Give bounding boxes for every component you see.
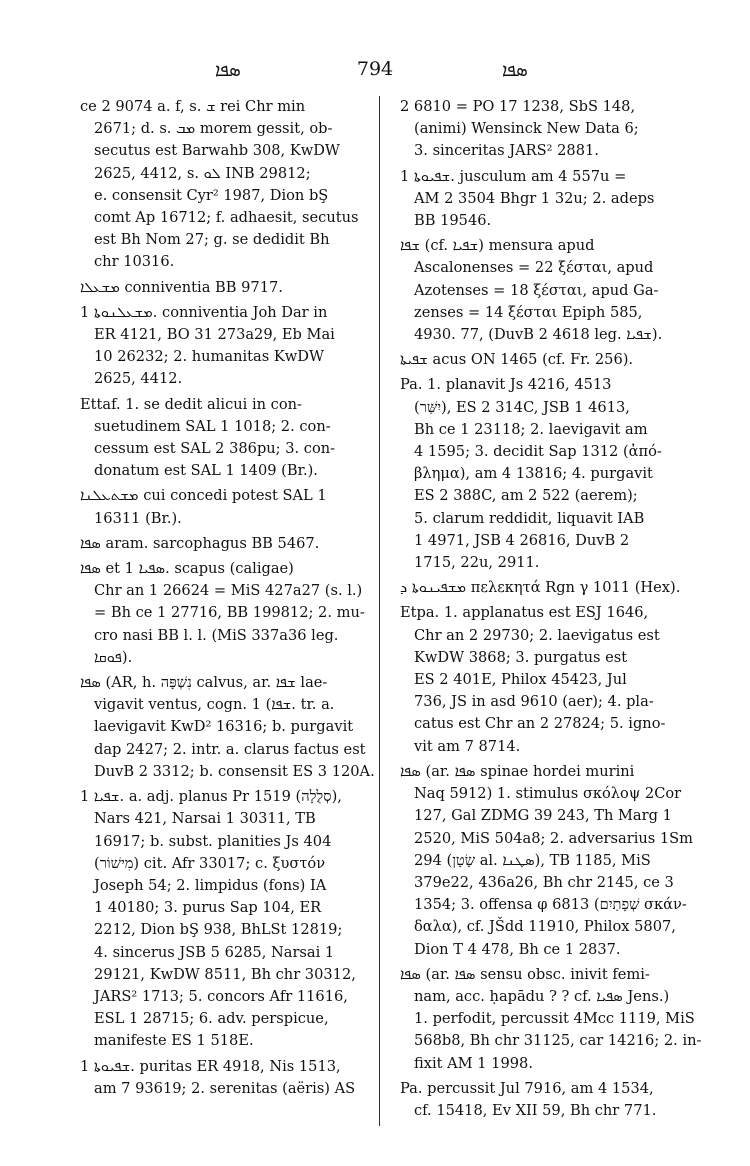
entry-line: 2212, Dion bŞ 938, BhLSt 12819; bbox=[94, 921, 343, 939]
dictionary-entry bbox=[80, 533, 362, 555]
entry-line: 2625, 4412. bbox=[94, 370, 183, 388]
dictionary-entry bbox=[400, 374, 682, 574]
entry-line: Ascalonenses = 22 ξέσται, apud bbox=[414, 259, 654, 277]
right-running-head: ܣܦܐ bbox=[502, 60, 528, 81]
entry-line: zenses = 14 ξέσται Epiph 585, bbox=[414, 303, 643, 321]
entry-line: 1354; 3. offensa φ 6813 (שְׁפָתַיִם σκάν- bbox=[414, 896, 687, 914]
page-number: 794 bbox=[356, 58, 394, 80]
entry-line: fixit AM 1 1998. bbox=[414, 1054, 533, 1072]
dictionary-entry bbox=[400, 235, 682, 346]
entry-line: (יִשַּׁר), ES 2 314C, JSB 1 4613, bbox=[414, 398, 630, 416]
entry-line: ܫܦܝܘܬܐ 1. jusculum am 4 557u = bbox=[400, 167, 627, 185]
entry-line: Bh ce 1 23118; 2. laevigavit am bbox=[414, 420, 648, 438]
entry-line: ܣܦܐ aram. sarcophagus BB 5467. bbox=[80, 534, 320, 552]
entry-line: ܦܘܩܐ). bbox=[94, 648, 133, 666]
entry-line: 4. sincerus JSB 5 6285, Narsai 1 bbox=[94, 943, 335, 961]
entry-line: ܣܦܐ (ar. ܣܦܐ sensu obsc. inivit femi- bbox=[400, 965, 650, 983]
entry-line: ESL 1 28715; 6. adv. perspicue, bbox=[94, 1010, 329, 1028]
entry-line: 1 4971, JSB 4 26816, DuvB 2 bbox=[414, 531, 630, 549]
entry-line: 1 40180; 3. purus Sap 104, ER bbox=[94, 899, 322, 917]
dictionary-entry bbox=[400, 1078, 682, 1122]
entry-line: 16311 (Br.). bbox=[94, 509, 182, 527]
entry-line: secutus est Barwahb 308, KwDW bbox=[94, 142, 340, 160]
entry-line: comt Ap 16712; f. adhaesit, secutus bbox=[94, 209, 359, 227]
entry-line: catus est Chr an 2 27824; 5. igno- bbox=[414, 715, 666, 733]
entry-line: 16917; b. subst. planities Js 404 bbox=[94, 832, 332, 850]
entry-line: Azotenses = 18 ξέσται, apud Ga- bbox=[414, 281, 659, 299]
entry-line: JARS² 1713; 5. concors Afr 11616, bbox=[94, 987, 348, 1005]
column-divider bbox=[379, 96, 380, 1126]
entry-line: 736, JS in asd 9610 (aer); 4. pla- bbox=[414, 693, 654, 711]
entry-line: 1715, 22u, 2911. bbox=[414, 554, 540, 572]
right-column bbox=[400, 96, 702, 1125]
entry-line: 2520, MiS 504a8; 2. adversarius 1Sm bbox=[414, 829, 694, 847]
entry-line: 2671; d. s. ܡܒ morem gessit, ob- bbox=[94, 120, 333, 138]
entry-line: 127, Gal ZDMG 39 243, Th Marg 1 bbox=[414, 807, 672, 825]
entry-line: Pa. 1. planavit Js 4216, 4513 bbox=[400, 376, 612, 394]
entry-line: 568b8, Bh chr 31125, car 14216; 2. in- bbox=[414, 1032, 702, 1050]
entry-line: 379e22, 436a26, Bh chr 2145, ce 3 bbox=[414, 873, 674, 891]
entry-line: ܡܫܥܠܢܘܬܐ 1. conniventia Joh Dar in bbox=[80, 303, 328, 321]
entry-line: ܣܦܐ et ܣܦܝܐ 1. scapus (caligae) bbox=[80, 560, 294, 578]
entry-line: = Bh ce 1 27716, BB 199812; 2. mu- bbox=[94, 604, 365, 622]
dictionary-entry bbox=[400, 577, 682, 599]
dictionary-entry bbox=[80, 277, 362, 299]
dictionary-entry bbox=[80, 672, 375, 783]
dictionary-entry bbox=[80, 558, 365, 669]
dictionary-entry bbox=[80, 96, 362, 274]
entry-line: donatum est SAL 1 1409 (Br.). bbox=[94, 462, 318, 480]
entry-line: AM 2 3504 Bhgr 1 32u; 2. adeps bbox=[414, 189, 655, 207]
entry-line: δαλα), cf. JŠdd 11910, Philox 5807, bbox=[414, 918, 676, 936]
entry-line: ce 2 9074 a. f, s. ܫ rei Chr min bbox=[80, 98, 306, 115]
entry-line: ܣܦܐ (AR, h. נִשְׁפָּה calvus, ar. ܫܦܐ lae- bbox=[80, 674, 328, 692]
dictionary-entry bbox=[400, 964, 702, 1075]
entry-line: ܡܫܥܠܐ conniventia BB 9717. bbox=[80, 278, 283, 296]
entry-line: βλημα), am 4 13816; 4. purgavit bbox=[414, 465, 653, 483]
entry-line: (מִישׁוֹר) cit. Afr 33017; c. ξυστόν bbox=[94, 854, 326, 872]
entry-line: 2 6810 = PO 17 1238, SbS 148, bbox=[400, 98, 636, 115]
entry-line: 294 (שָׂטָן al. ܣܛܢܐ), TB 1185, MiS bbox=[414, 851, 651, 869]
entry-line: Joseph 54; 2. limpidus (fons) IA bbox=[94, 876, 327, 894]
entry-line: manifeste ES 1 518E. bbox=[94, 1032, 254, 1050]
entry-line: Etpa. 1. applanatus est ESJ 1646, bbox=[400, 604, 649, 622]
entry-line: Ettaf. 1. se dedit alicui in con- bbox=[80, 395, 302, 413]
entry-line: cf. 15418, Ev XII 59, Bh chr 771. bbox=[414, 1101, 657, 1119]
entry-line: (animi) Wensinck New Data 6; bbox=[414, 120, 639, 138]
entry-line: 5. clarum reddidit, liquavit IAB bbox=[414, 509, 645, 527]
dictionary-entry bbox=[80, 394, 362, 483]
entry-line: Chr an 2 29730; 2. laevigatus est bbox=[414, 626, 660, 644]
dictionary-entry bbox=[400, 761, 694, 961]
entry-line: ܫܦܝܬܐ acus ON 1465 (cf. Fr. 256). bbox=[400, 351, 634, 369]
entry-line: nam, acc. ḥapādu ? ? cf. ܣܦܝܐ Jens.) bbox=[414, 987, 670, 1005]
entry-line: dap 2427; 2. intr. a. clarus factus est bbox=[94, 740, 366, 758]
entry-line: ܫܦܝܐ 1. a. adj. planus Pr 1519 (סְלֻלָה), bbox=[80, 788, 342, 806]
left-column bbox=[80, 96, 375, 1103]
entry-line: ܫܦܝܘܬܐ 1. puritas ER 4918, Nis 1513, bbox=[80, 1057, 341, 1075]
entry-line: 2625, 4412, s. ܠܘ INB 29812; bbox=[94, 164, 311, 182]
entry-line: 29121, KwDW 8511, Bh chr 30312, bbox=[94, 965, 356, 983]
entry-line: 1. perfodit, percussit 4Mcc 1119, MiS bbox=[414, 1010, 695, 1028]
dictionary-entry bbox=[400, 602, 682, 757]
entry-line: am 7 93619; 2. serenitas (aëris) AS bbox=[94, 1079, 356, 1097]
left-running-head: ܣܦܐ bbox=[215, 60, 241, 81]
dictionary-entry bbox=[400, 166, 682, 233]
entry-line: ER 4121, BO 31 273a29, Eb Mai bbox=[94, 326, 335, 344]
dictionary-entry bbox=[80, 1056, 362, 1100]
entry-line: vigavit ventus, cogn. ܫܦܐ) 1. tr. a. bbox=[94, 696, 335, 714]
dictionary-entry bbox=[400, 349, 682, 371]
entry-line: 3. sinceritas JARS² 2881. bbox=[414, 142, 599, 160]
entry-line: 4 1595; 3. decidit Sap 1312 (ἀπό- bbox=[414, 443, 662, 461]
entry-line: ES 2 401E, Philox 45423, Jul bbox=[414, 671, 627, 689]
entry-line: e. consensit Cyr² 1987, Dion bŞ bbox=[94, 186, 329, 204]
entry-line: ܫܦܐ (cf. ܫܦܝܐ) mensura apud bbox=[400, 237, 595, 255]
entry-line: Pa. percussit Jul 7916, am 4 1534, bbox=[400, 1079, 654, 1097]
entry-line: suetudinem SAL 1 1018; 2. con- bbox=[94, 417, 331, 435]
entry-line: cro nasi BB l. l. (MiS 337a36 leg. bbox=[94, 626, 339, 644]
entry-line: laevigavit KwD² 16316; b. purgavit bbox=[94, 718, 354, 736]
dictionary-entry bbox=[400, 96, 682, 163]
dictionary-entry bbox=[80, 786, 362, 1052]
entry-line: DuvB 2 3312; b. consensit ES 3 120A. bbox=[94, 762, 375, 780]
entry-line: vit am 7 8714. bbox=[414, 737, 521, 755]
dictionary-entry bbox=[80, 302, 362, 391]
entry-line: chr 10316. bbox=[94, 253, 175, 271]
entry-line: Naq 5912) 1. stimulus σκόλοψ 2Cor bbox=[414, 785, 682, 803]
entry-line: ܡܫܬܥܠܢܐ cui concedi potest SAL 1 bbox=[80, 487, 327, 505]
entry-line: 10 26232; 2. humanitas KwDW bbox=[94, 348, 324, 366]
entry-line: 4930. 77, (DuvB 2 4618 leg. ܫܦܝܐ). bbox=[414, 326, 663, 344]
entry-line: Chr an 1 26624 = MiS 427a27 (s. l.) bbox=[94, 582, 363, 600]
dictionary-entry bbox=[80, 485, 362, 529]
entry-line: ܡܫܦܝܢܘܬܐ ܕ πελεκητά Rgn γ 1011 (Hex). bbox=[400, 579, 681, 597]
entry-line: cessum est SAL 2 386pu; 3. con- bbox=[94, 440, 336, 458]
entry-line: Dion T 4 478, Bh ce 1 2837. bbox=[414, 940, 621, 958]
entry-line: KwDW 3868; 3. purgatus est bbox=[414, 648, 628, 666]
entry-line: ܣܦܐ (ar. ܣܦܐ spinae hordei murini bbox=[400, 762, 635, 780]
entry-line: Nars 421, Narsai 1 30311, TB bbox=[94, 810, 316, 828]
entry-line: BB 19546. bbox=[414, 212, 492, 230]
entry-line: est Bh Nom 27; g. se dedidit Bh bbox=[94, 231, 330, 249]
entry-line: ES 2 388C, am 2 522 (aerem); bbox=[414, 487, 638, 505]
